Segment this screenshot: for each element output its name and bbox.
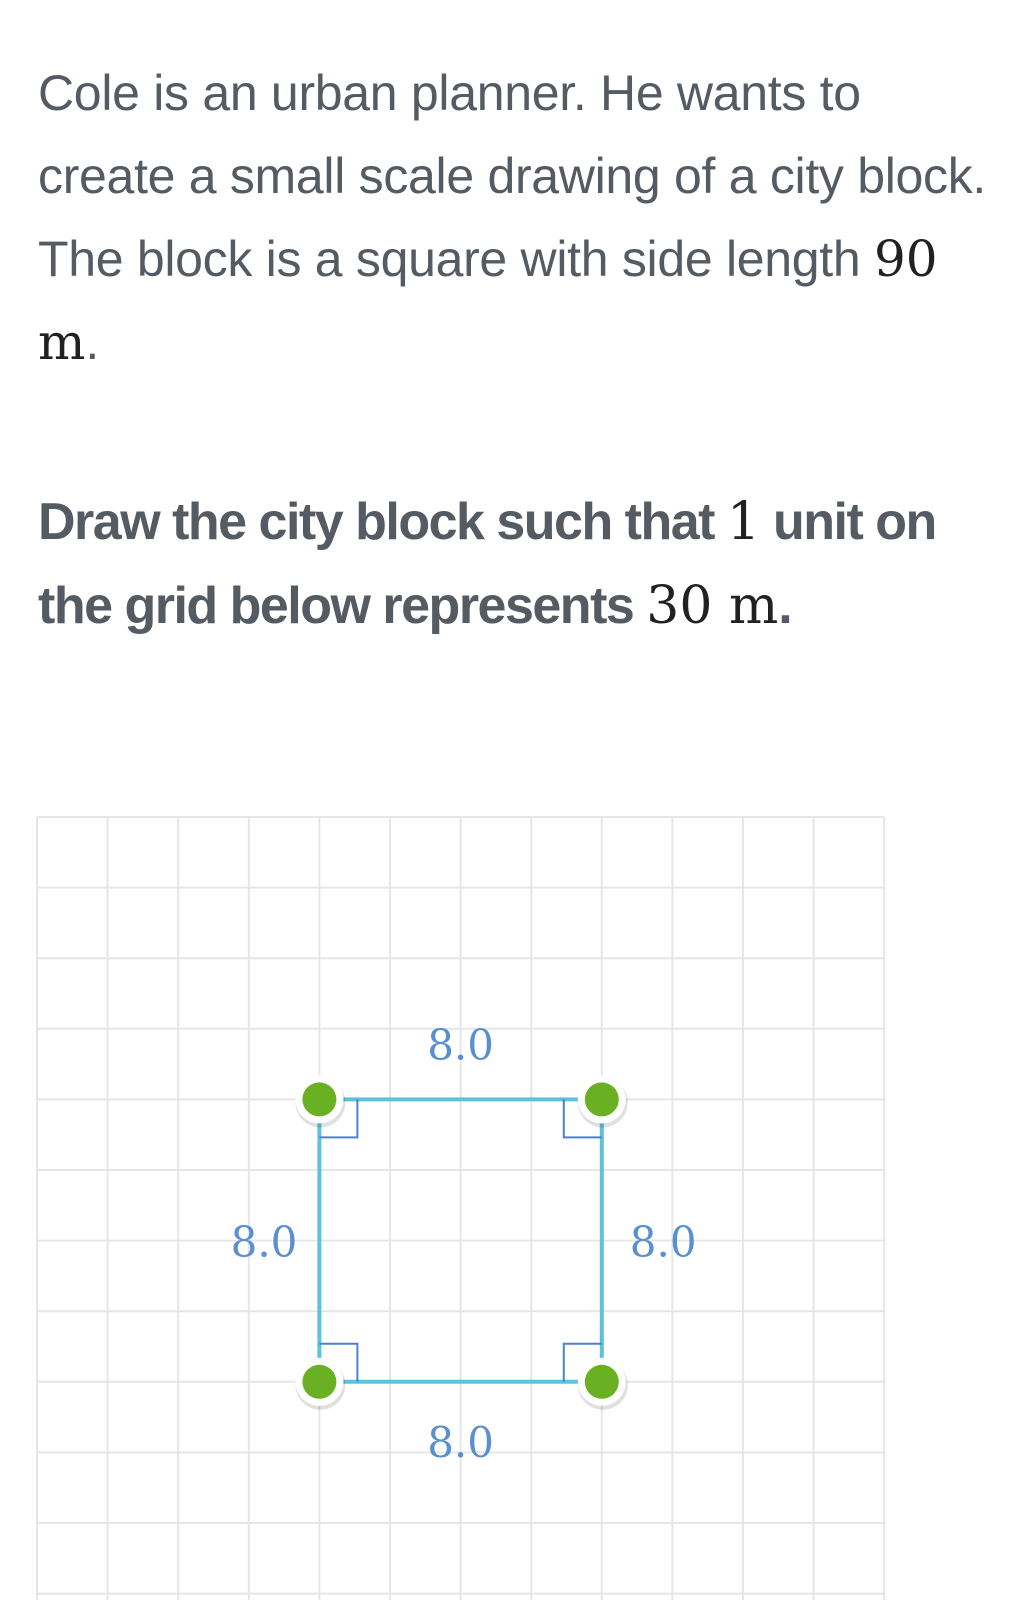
- vertex-dot: [585, 1082, 619, 1116]
- vertex-dot: [302, 1082, 336, 1116]
- instruction-middle: unit on the grid below represents: [38, 493, 936, 635]
- vertex-handle-bottom-right[interactable]: [578, 1358, 628, 1410]
- square-outline: [319, 1099, 601, 1381]
- vertex-handle-top-right[interactable]: [578, 1075, 628, 1127]
- problem-statement: [38, 52, 1003, 384]
- problem-intro: Cole is an urban planner. He wants to create a small scale drawing of a city block. The block is a square with side length: [38, 65, 987, 287]
- vertex-dot: [585, 1365, 619, 1399]
- vertex-handle-bottom-left[interactable]: [295, 1358, 345, 1410]
- edge-label-left: 8.0: [230, 1217, 298, 1267]
- instruction-prefix: Draw the city block such that: [38, 493, 727, 551]
- edge-label-right: 8.0: [629, 1217, 697, 1267]
- edge-label-top: 8.0: [427, 1020, 494, 1070]
- vertex-handle-top-left[interactable]: [295, 1075, 345, 1127]
- problem-intro-end: .: [85, 314, 100, 370]
- scale-value: 30 m: [646, 576, 779, 636]
- right-angle-markers: [319, 1099, 601, 1381]
- gridlines: [37, 817, 884, 1600]
- vertex-handles[interactable]: [295, 1075, 627, 1409]
- square-shape: [319, 1099, 601, 1381]
- vertex-dot: [302, 1365, 336, 1399]
- side-length-value: 90 m: [38, 230, 938, 371]
- instruction-suffix: .: [778, 577, 792, 635]
- unit-count-value: 1: [726, 492, 761, 552]
- edge-label-bottom: 8.0: [427, 1417, 494, 1467]
- instruction: [38, 480, 1003, 648]
